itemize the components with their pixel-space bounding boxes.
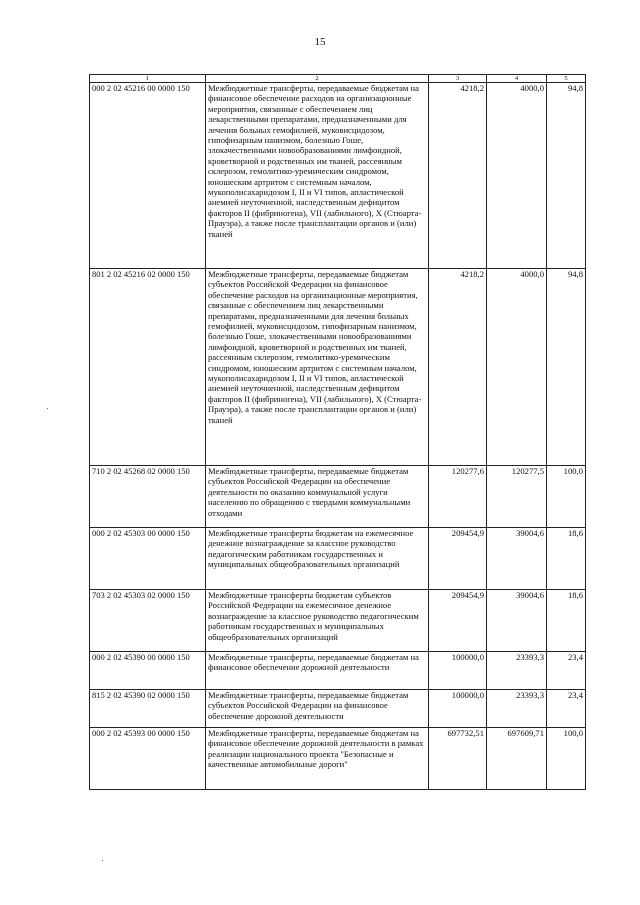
plan-amount: 697732,51 (429, 728, 487, 790)
plan-amount: 209454,9 (429, 528, 487, 590)
row-description: Межбюджетные трансферты бюджетам на ежемесячное денежное вознаграждение за классное руководство педагогическим работникам государственных и муниципальных общеобразовательных организаций (206, 528, 429, 590)
actual-amount: 120277,5 (487, 466, 547, 528)
execution-percent: 18,6 (547, 590, 586, 652)
row-description: Межбюджетные трансферты, передаваемые бюджетам субъектов Российской Федерации на финансовое обеспечение дорожной деятельности (206, 690, 429, 728)
plan-amount: 209454,9 (429, 590, 487, 652)
table-row (90, 728, 586, 790)
execution-percent: 18,6 (547, 528, 586, 590)
actual-amount: 39004,6 (487, 528, 547, 590)
actual-amount: 23393,3 (487, 690, 547, 728)
table-row (90, 83, 586, 269)
column-number-2: 2 (206, 75, 429, 83)
table-row (90, 528, 586, 590)
plan-amount: 120277,6 (429, 466, 487, 528)
budget-code: 000 2 02 45393 00 0000 150 (90, 728, 206, 790)
column-number-1: 1 (90, 75, 206, 83)
row-description: Межбюджетные трансферты, передаваемые бюджетам на финансовое обеспечение дорожной деятельности в рамках реализации национального проекта "Безопасные и качественные автомобильные дороги" (206, 728, 429, 790)
budget-table (89, 74, 586, 790)
execution-percent: 100,0 (547, 728, 586, 790)
actual-amount: 697609,71 (487, 728, 547, 790)
table-row (90, 652, 586, 690)
scan-speck (47, 408, 48, 409)
plan-amount: 100000,0 (429, 652, 487, 690)
plan-amount: 4218,2 (429, 269, 487, 466)
row-description: Межбюджетные трансферты, передаваемые бюджетам на финансовое обеспечение расходов на организационные мероприятия, связанные с обеспечением лиц лекарственными препаратами, предназначенными для лечения больных гемофилией, муковисцидозом, гипофизарным нанизмом, болезнью Гоше, злокачественными новообразованиями лимфоидной, кроветворной и родственных им тканей, рассеянным склерозом, гемолитико-уремическим синдромом, юношеским артритом с системным началом, мукополисахаридозом I, II и VI типов, апластической анемией неуточненной, наследственным дефицитом факторов II (фибриногена), VII (лабильного), X (Стюарта-Прауэра), а также после трансплантации органов и (или) тканей (206, 83, 429, 269)
row-description: Межбюджетные трансферты бюджетам субъектов Российской Федерации на ежемесячное денежное вознаграждение за классное руководство педагогическим работникам государственных и муниципальных общеобразовательных организаций (206, 590, 429, 652)
page-number: 15 (314, 36, 326, 48)
column-number-4: 4 (487, 75, 547, 83)
budget-code: 710 2 02 45268 02 0000 150 (90, 466, 206, 528)
table-row (90, 269, 586, 466)
actual-amount: 4000,0 (487, 269, 547, 466)
table-header (90, 75, 586, 83)
execution-percent: 23,4 (547, 652, 586, 690)
table-row (90, 690, 586, 728)
budget-code: 801 2 02 45216 02 0000 150 (90, 269, 206, 466)
plan-amount: 4218,2 (429, 83, 487, 269)
execution-percent: 94,8 (547, 83, 586, 269)
budget-code: 703 2 02 45303 02 0000 150 (90, 590, 206, 652)
table-row (90, 590, 586, 652)
execution-percent: 23,4 (547, 690, 586, 728)
execution-percent: 100,0 (547, 466, 586, 528)
row-description: Межбюджетные трансферты, передаваемые бюджетам субъектов Российской Федерации на финансовое обеспечение расходов на организационные мероприятия, связанные с обеспечением лиц лекарственными препаратами, предназначенными для лечения больных гемофилией, муковисцидозом, гипофизарным нанизмом, болезнью Гоше, злокачественными новообразованиями лимфоидной, кроветворной и родственных им тканей, рассеянным склерозом, гемолитико-уремическим синдромом, юношеским артритом с системным началом, мукополисахаридозом I, II и VI типов, апластической анемией неуточненной, наследственным дефицитом факторов II (фибриногена), VII (лабильного), X (Стюарта-Прауэра), а также после трансплантации органов и (или) тканей (206, 269, 429, 466)
actual-amount: 4000,0 (487, 83, 547, 269)
column-number-5: 5 (547, 75, 586, 83)
row-description: Межбюджетные трансферты, передаваемые бюджетам на финансовое обеспечение дорожной деятельности (206, 652, 429, 690)
budget-code: 000 2 02 45390 00 0000 150 (90, 652, 206, 690)
budget-code: 815 2 02 45390 02 0000 150 (90, 690, 206, 728)
execution-percent: 94,8 (547, 269, 586, 466)
budget-code: 000 2 02 45303 00 0000 150 (90, 528, 206, 590)
scan-speck (102, 860, 103, 861)
column-number-3: 3 (429, 75, 487, 83)
actual-amount: 39004,6 (487, 590, 547, 652)
plan-amount: 100000,0 (429, 690, 487, 728)
table-row (90, 466, 586, 528)
row-description: Межбюджетные трансферты, передаваемые бюджетам субъектов Российской Федерации на обеспечение деятельности по оказанию коммунальной услуги населению по обращению с твердыми коммунальными отходами (206, 466, 429, 528)
budget-code: 000 2 02 45216 00 0000 150 (90, 83, 206, 269)
actual-amount: 23393,3 (487, 652, 547, 690)
